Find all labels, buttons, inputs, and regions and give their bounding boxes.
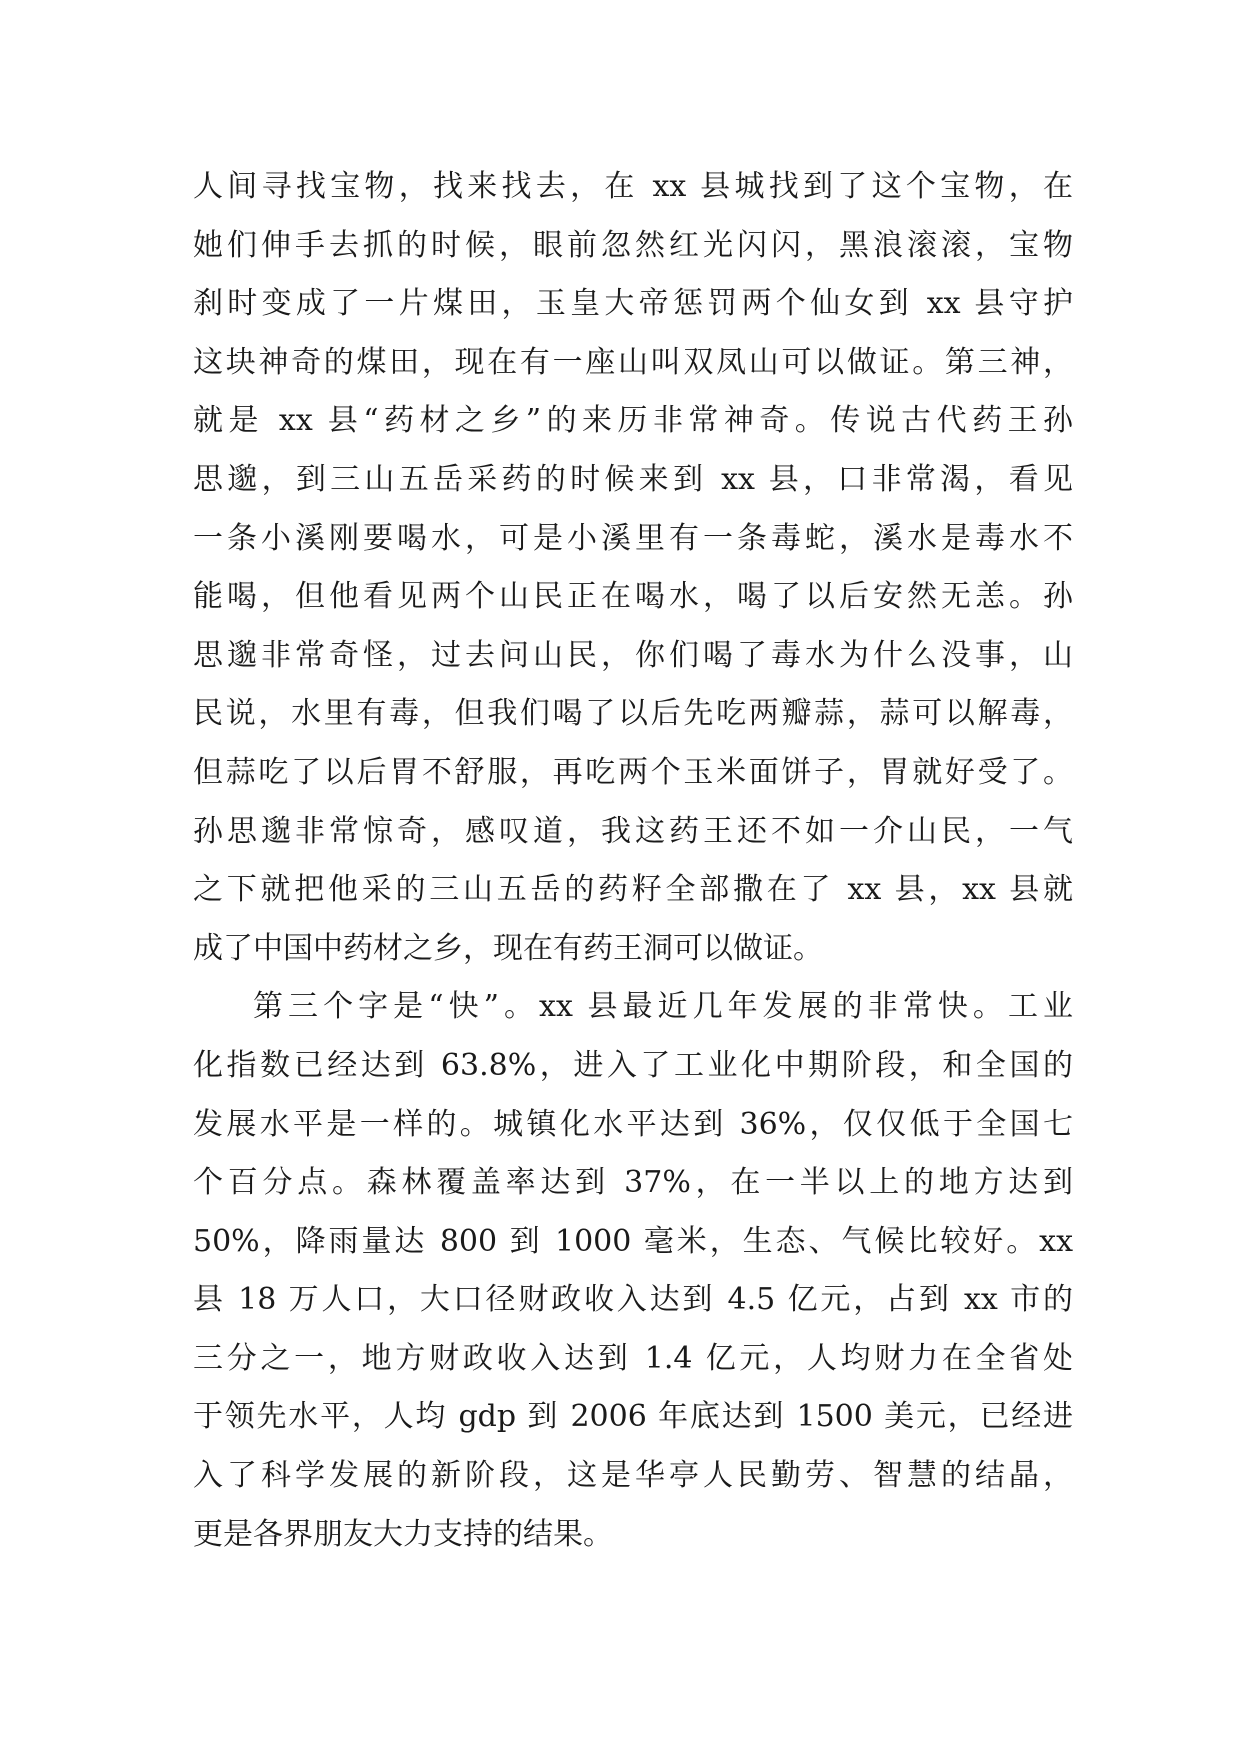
text-line: 发展水平是一样的。城镇化水平达到 36%，仅仅低于全国七 (193, 1106, 1073, 1142)
text-line: 民说，水里有毒，但我们喝了以后先吃两瓣蒜，蒜可以解毒， (193, 696, 1073, 732)
body-text (193, 158, 1073, 1564)
text-line: 之下就把他采的三山五岳的药籽全部撒在了 xx 县，xx 县就 (193, 872, 1073, 908)
text-line: 50%，降雨量达 800 到 1000 毫米，生态、气候比较好。xx (193, 1223, 1073, 1259)
text-line: 一条小溪刚要喝水，可是小溪里有一条毒蛇，溪水是毒水不 (193, 520, 1073, 556)
text-line: 成了中国中药材之乡，现在有药王洞可以做证。 (193, 930, 823, 966)
text-line: 刹时变成了一片煤田，玉皇大帝惩罚两个仙女到 xx 县守护 (193, 286, 1073, 322)
text-line: 孙思邈非常惊奇，感叹道，我这药王还不如一介山民，一气 (193, 813, 1073, 849)
text-line: 第三个字是“快”。xx 县最近几年发展的非常快。工业 (253, 989, 1073, 1025)
text-line: 能喝，但他看见两个山民正在喝水，喝了以后安然无恙。孙 (193, 579, 1073, 615)
text-line: 入了科学发展的新阶段，这是华亭人民勤劳、智慧的结晶， (193, 1458, 1073, 1494)
text-line: 思邈，到三山五岳采药的时候来到 xx 县，口非常渴，看见 (193, 461, 1073, 497)
text-line: 就是 xx 县“药材之乡”的来历非常神奇。传说古代药王孙 (193, 403, 1073, 439)
text-line: 县 18 万人口，大口径财政收入达到 4.5 亿元，占到 xx 市的 (193, 1282, 1073, 1318)
text-line: 人间寻找宝物，找来找去，在 xx 县城找到了这个宝物，在 (193, 169, 1073, 204)
text-line: 思邈非常奇怪，过去问山民，你们喝了毒水为什么没事，山 (193, 637, 1073, 673)
text-line: 三分之一，地方财政收入达到 1.4 亿元，人均财力在全省处 (193, 1340, 1073, 1376)
text-line: 她们伸手去抓的时候，眼前忽然红光闪闪，黑浪滚滚，宝物 (193, 227, 1073, 263)
text-line: 化指数已经达到 63.8%，进入了工业化中期阶段，和全国的 (193, 1047, 1073, 1083)
text-line: 个百分点。森林覆盖率达到 37%，在一半以上的地方达到 (193, 1165, 1073, 1201)
text-line: 这块神奇的煤田，现在有一座山叫双凤山可以做证。第三神， (193, 344, 1073, 380)
text-line: 于领先水平，人均 gdp 到 2006 年底达到 1500 美元，已经进 (193, 1399, 1073, 1435)
text-line: 更是各界朋友大力支持的结果。 (193, 1516, 613, 1552)
text-line: 但蒜吃了以后胃不舒服，再吃两个玉米面饼子，胃就好受了。 (193, 754, 1073, 790)
